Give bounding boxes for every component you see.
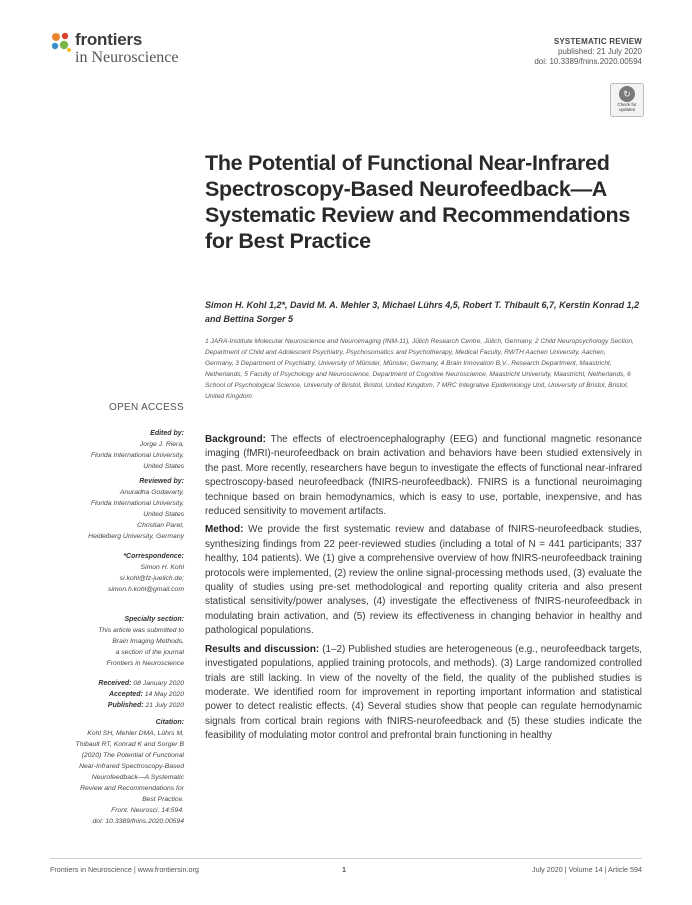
reviewed-by-section [40, 476, 184, 542]
citation-line: Kohl SH, Mehler DMA, Lührs M, [87, 730, 184, 737]
edited-by-label: Edited by: [150, 430, 184, 437]
edited-by-section [40, 428, 184, 472]
citation-line: Review and Recommendations for [80, 785, 184, 792]
article-title: The Potential of Functional Near-Infrared Spectroscopy-Based Neurofeedback—A Systematic Review and Recommendations for Best Practice [205, 151, 631, 253]
footer-journal-link[interactable]: Frontiers in Neuroscience | www.frontiersin.org [50, 865, 199, 874]
specialty-line: Brain Imaging Methods, [112, 638, 184, 645]
method-heading: Method: [205, 524, 244, 536]
reviewed-by-label: Reviewed by: [139, 478, 184, 485]
citation-line: Thibault RT, Konrad K and Sorger B [75, 741, 184, 748]
open-access-label: OPEN ACCESS [109, 402, 184, 413]
abstract-results [205, 643, 642, 744]
citation-label: Citation: [155, 719, 184, 726]
affiliations: 1 JARA-Institute Molecular Neuroscience and Neuroimaging (INM-11), Jülich Research Centre, Jülich, Germany, 2 Child Neuropsychology Section, Department of Child and Adolescent Psychiatry, Psychosomatics and Psychotherapy, Medical Faculty, RWTH Aachen University, Aachen, Germany, 3 Department of Psychiatry, University of Münster, Münster, Germany, 4 Brain Innovation B.V., Research Department, Maastricht, Netherlands, 5 Faculty of Psychology and Neuroscience, Department of Cognitive Neuroscience, Maastricht University, Maastricht, Netherlands, 6 School of Psychological Science, University of Bristol, Bristol, United Kingdom, 7 MRC Integrative Epidemiology Unit, University of Bristol, Bristol, United Kingdom [205, 338, 634, 400]
article-meta [534, 37, 642, 67]
background-text: The effects of electroencephalography (EEG) and functional magnetic resonance imaging (fMRI)-neurofeedback on brain activation and behaviors have been studied extensively in the past. More recently, researchers have begun to investigate the effects of functional near-infrared spectroscopy-based neurofeedback (fNIRS-neurofeedback). FNIRS is a functional neuroimaging technique based on brain hemodynamics, which is easy to use, portable, inexpensive, and has reduced sensitivity to movement artifacts. [205, 434, 642, 518]
abstract-method [205, 523, 642, 638]
received-label: Received: [98, 680, 132, 687]
editor-country: United States [143, 463, 184, 470]
abstract [205, 433, 642, 748]
specialty-line: a section of the journal [115, 649, 184, 656]
footer-issue-info: July 2020 | Volume 14 | Article 594 [531, 865, 642, 874]
citation-line: Front. Neurosci. 14:594. [111, 807, 184, 814]
correspondence-label: *Correspondence: [123, 553, 184, 560]
specialty-line: Frontiers in Neuroscience [106, 660, 184, 667]
refresh-icon: ↻ [619, 86, 635, 102]
citation-line: (2020) The Potential of Functional [81, 752, 184, 759]
logo-frontiers: frontiers [75, 30, 143, 49]
reviewer-name: Anuradha Godavarty, [119, 489, 184, 496]
correspondence-section [40, 551, 184, 595]
page-footer [50, 858, 642, 874]
reviewer-country: United States [143, 511, 184, 518]
specialty-section [40, 614, 184, 669]
journal-logo[interactable] [50, 29, 190, 69]
results-text: (1–2) Published studies are heterogeneous (e.g., neurofeedback targets, investigated populations, applied training protocols, and methods). (3) Large randomized controlled trials are still lacking. In view of the novelty of the field, the quality of the published studies is moderate. We identified room for improvement in reporting important information and statistical power to detect realistic effects. (4) Several studies show that people can regulate hemodynamic signals from cortical brain regions with fNIRS-neurofeedback and (5) these studies indicate the feasibility of modulating motor control and prefrontal brain functioning in healthy [205, 643, 642, 742]
reviewer-name: Christian Paret, [137, 522, 184, 529]
accepted-label: Accepted: [108, 691, 143, 698]
corresponding-author: Simon H. Kohl [140, 564, 184, 571]
check-for-updates-label: Check for updates [617, 102, 637, 112]
frontiers-logo-icon [50, 31, 72, 53]
abstract-background [205, 433, 642, 519]
editor-affiliation: Florida International University, [90, 452, 184, 459]
accepted-date: 14 May 2020 [144, 691, 184, 698]
logo-journal-name: in Neuroscience [75, 49, 179, 66]
email-link[interactable]: si.kohl@fz-juelich.de; [119, 575, 184, 582]
published-label: Published: [107, 702, 144, 709]
received-date: 08 January 2020 [133, 680, 184, 687]
reviewer-affiliation: Heidelberg University, Germany [88, 533, 184, 540]
citation-line: Neurofeedback—A Systematic [91, 774, 184, 781]
citation-section [40, 717, 184, 827]
editor-name: Jorge J. Riera, [139, 441, 184, 448]
email-link[interactable]: simon.h.kohl@gmail.com [107, 586, 184, 593]
page-number: 1 [342, 865, 346, 874]
specialty-label: Specialty section: [124, 616, 184, 623]
check-for-updates-button[interactable] [610, 83, 644, 117]
method-text: We provide the first systematic review and database of fNIRS-neurofeedback studies, synthesizing findings from 22 peer-reviewed studies (including a total of N = 441 participants; 337 healthy, 104 patients). We (1) give a comprehensive overview of how fNIRS-neurofeedback training protocols were implemented, (2) review the online signal-processing methods used, (3) evaluate the quality of studies using pre-set methodological and reporting quality criteria and also present statistical sensitivity/power analyses, (4) investigate the effectiveness of fNIRS-neurofeedback in modulating brain activation, and (5) review its effectiveness in changing behavior in healthy and pathological populations. [205, 524, 642, 637]
specialty-line: This article was submitted to [98, 627, 184, 634]
article-type: SYSTEMATIC REVIEW [553, 37, 642, 46]
citation-doi[interactable]: doi: 10.3389/fnins.2020.00594 [92, 818, 184, 825]
results-heading: Results and discussion: [205, 643, 320, 655]
citation-line: Near-Infrared Spectroscopy-Based [79, 763, 184, 770]
published-date: published: 21 July 2020 [557, 47, 642, 56]
reviewer-affiliation: Florida International University, [90, 500, 184, 507]
dates-section [40, 678, 184, 711]
published-date-sidebar: 21 July 2020 [145, 702, 184, 709]
author-list: Simon H. Kohl 1,2*, David M. A. Mehler 3, Michael Lührs 4,5, Robert T. Thibault 6,7, Kerstin Konrad 1,2 and Bettina Sorger 5 [205, 300, 640, 324]
background-heading: Background: [205, 434, 266, 445]
citation-line: Best Practice. [142, 796, 184, 803]
doi-link[interactable]: doi: 10.3389/fnins.2020.00594 [534, 57, 642, 66]
